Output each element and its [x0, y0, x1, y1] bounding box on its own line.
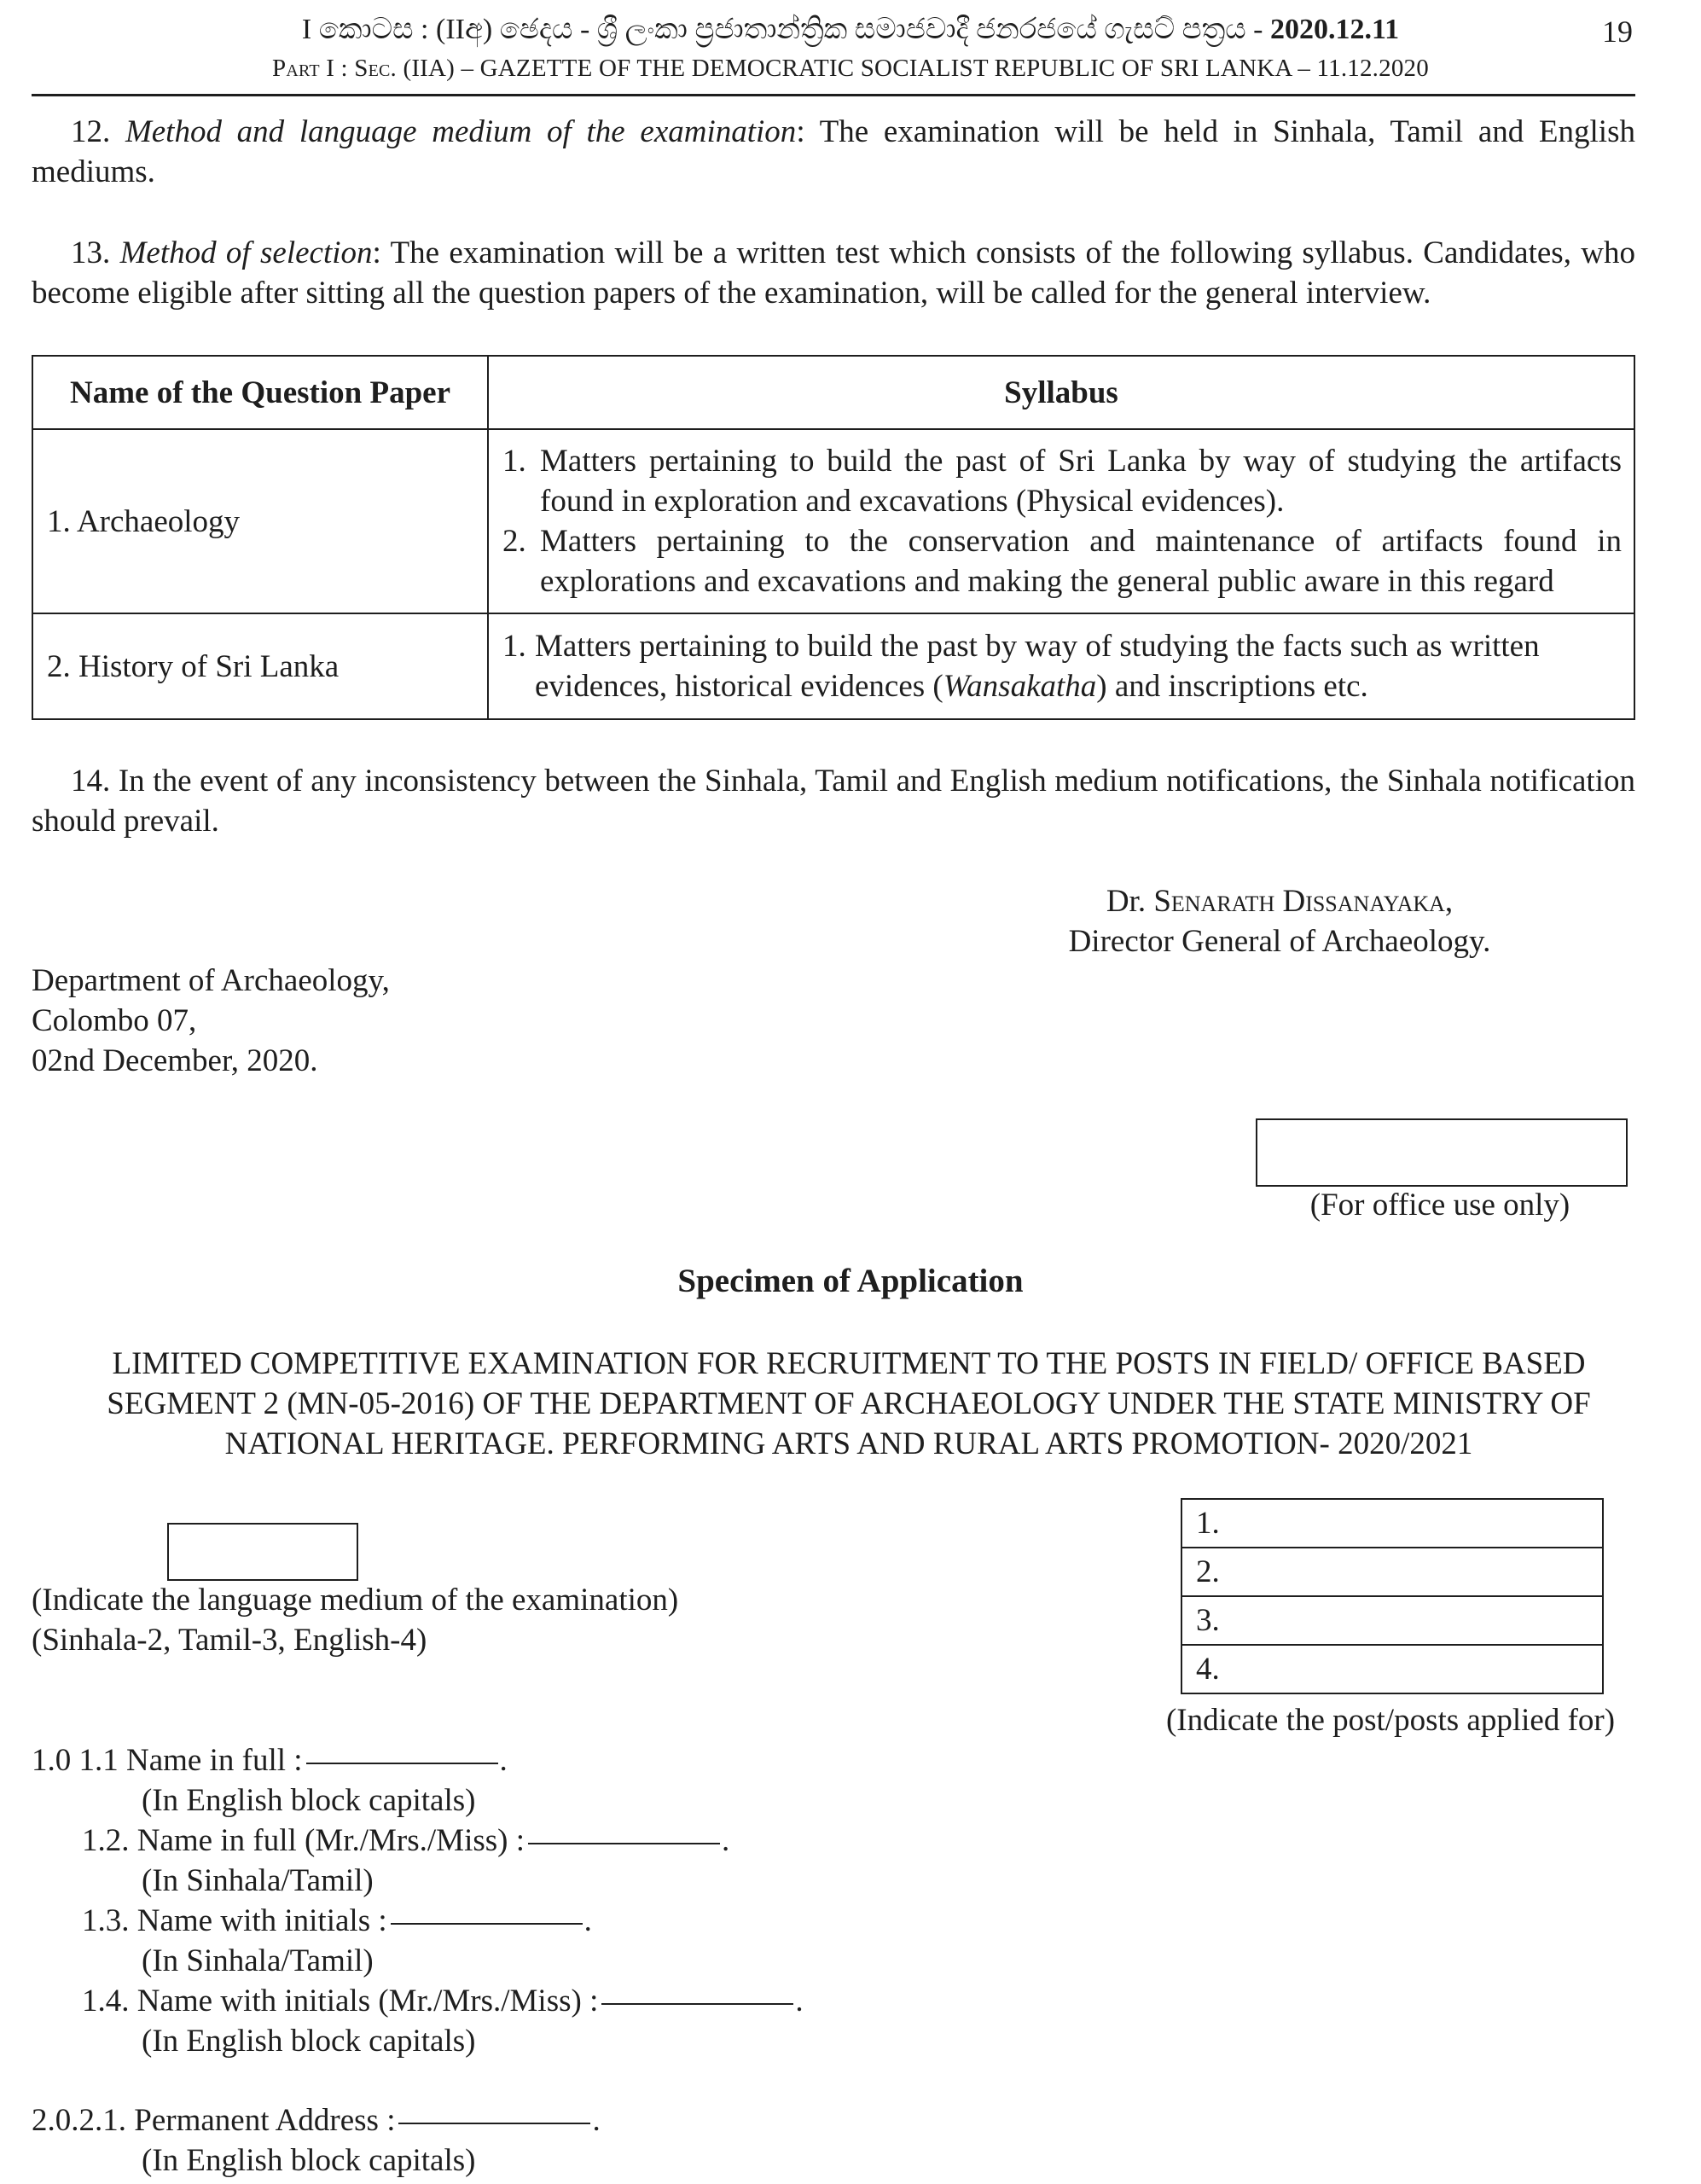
field-period: .	[722, 1823, 730, 1858]
field-input-line[interactable]	[601, 2003, 793, 2005]
header-sinhala-date: 2020.12.11	[1269, 14, 1400, 45]
language-medium-options: (Sinhala-2, Tamil-3, English-4)	[32, 1623, 427, 1658]
header-sep: :	[334, 55, 355, 82]
syllabus-item-number: 1.	[502, 444, 526, 479]
syllabus-item	[502, 626, 1622, 706]
header-rest: (IIA) – GAZETTE OF THE DEMOCRATIC SOCIALIST REPUBLIC OF SRI LANKA – 11.12.2020	[397, 55, 1429, 82]
syllabus-item-number: 2.	[502, 524, 526, 559]
field-period: .	[592, 2103, 601, 2138]
syllabus-item-text-pre: Matters pertaining to build the past by way of studying the facts such as written evidences, historical evidences (	[535, 629, 1540, 704]
specimen-title: Specimen of Application	[677, 1263, 1024, 1299]
language-medium-label: (Indicate the language medium of the examination)	[32, 1583, 679, 1618]
syllabus-item-number: 1.	[502, 629, 526, 664]
field-period: .	[795, 1984, 804, 2018]
gazette-header-english	[0, 53, 1701, 84]
table-row	[32, 429, 1634, 613]
section-14	[32, 761, 1635, 841]
syllabus-item	[502, 521, 1622, 601]
signature-name	[938, 881, 1621, 921]
field-input-line[interactable]	[398, 2123, 590, 2124]
section-12	[32, 112, 1635, 192]
table-row	[32, 613, 1634, 719]
field-name-in-full	[32, 1740, 508, 1780]
signature-title: Director General of Archaeology.	[1068, 924, 1491, 959]
field-input-line[interactable]	[306, 1763, 498, 1764]
field-number: 1.2.	[82, 1823, 130, 1858]
page-number: 19	[1602, 15, 1633, 49]
field-number: 1.0 1.1	[32, 1743, 119, 1778]
field-label: Permanent Address :	[134, 2103, 396, 2138]
field-period: .	[499, 1743, 508, 1778]
field-period: .	[583, 1903, 592, 1938]
section-14-text: 14. In the event of any inconsistency between the Sinhala, Tamil and English medium notifications, the Sinhala notification should prevail.	[32, 764, 1635, 839]
field-number: 1.3.	[82, 1903, 130, 1938]
syllabus-item-text: Matters pertaining to the conservation and maintenance of artifacts found in explorations and excavations and making the general public aware in this regard	[540, 524, 1622, 599]
field-note: (In English block capitals)	[142, 2024, 476, 2059]
field-input-line[interactable]	[391, 1923, 583, 1925]
field-note: (In Sinhala/Tamil)	[142, 1863, 374, 1898]
posts-label: (Indicate the post/posts applied for)	[1165, 1703, 1616, 1738]
section-12-text: : The examination will be held in Sinhala, Tamil and English mediums.	[32, 114, 1635, 189]
table-header-paper: Name of the Question Paper	[32, 356, 488, 429]
field-label: Name with initials :	[136, 1903, 387, 1938]
field-number: 2.0.2.1.	[32, 2103, 126, 2138]
signature-prefix: Dr.	[1106, 884, 1154, 919]
header-part: Part I	[272, 55, 335, 82]
section-13-heading: Method of selection	[119, 235, 373, 270]
section-13-number: 13.	[71, 235, 120, 270]
field-name-with-initials-title	[82, 1981, 804, 2021]
field-note: (In English block capitals)	[142, 2143, 476, 2178]
syllabus-item-text: Matters pertaining to build the past of Sri Lanka by way of studying the artifacts found in exploration and excavations (Physical evidences).	[540, 444, 1622, 519]
syllabus-item-text	[535, 626, 1622, 706]
syllabus-table	[32, 355, 1635, 720]
field-permanent-address	[32, 2100, 601, 2140]
office-use-box	[1256, 1118, 1628, 1187]
section-13-text: : The examination will be a written test which consists of the following syllabus. Candidates, who become eligible after sitting all the question papers of the examination, will be called for the general interview.	[32, 235, 1635, 311]
section-12-heading: Method and language medium of the examination	[125, 114, 797, 149]
field-note: (In Sinhala/Tamil)	[142, 1943, 374, 1978]
field-label: Name with initials (Mr./Mrs./Miss) :	[136, 1984, 599, 2018]
post-row-1[interactable]: 1.	[1181, 1498, 1604, 1548]
exam-title	[51, 1344, 1646, 1464]
address-line: 02nd December, 2020.	[32, 1043, 318, 1078]
exam-title-line: SEGMENT 2 (MN-05-2016) OF THE DEPARTMENT OF ARCHAEOLOGY UNDER THE STATE MINISTRY OF	[107, 1386, 1591, 1421]
syllabus-history	[488, 613, 1634, 719]
office-use-label: (For office use only)	[1309, 1188, 1570, 1223]
paper-name-archaeology: 1. Archaeology	[32, 429, 488, 613]
header-rule	[32, 94, 1635, 96]
header-sec: Sec.	[354, 55, 398, 82]
table-header-syllabus: Syllabus	[488, 356, 1634, 429]
syllabus-item	[502, 441, 1622, 521]
syllabus-item-text-post: ) and inscriptions etc.	[1096, 669, 1368, 704]
field-note: (In English block capitals)	[142, 1783, 476, 1818]
syllabus-archaeology	[488, 429, 1634, 613]
post-row-3[interactable]: 3.	[1181, 1597, 1604, 1646]
address-line: Colombo 07,	[32, 1003, 197, 1038]
field-number: 1.4.	[82, 1984, 130, 2018]
field-label: Name in full :	[126, 1743, 303, 1778]
header-sinhala-text: I කොටස : (IIඅ) ඡෙදය - ශ්‍රී ලංකා ප්‍රජාතාන්ත්‍රික සමාජවාදී ජනරජයේ ගැසට් පත්‍රය -	[301, 14, 1263, 45]
language-medium-text	[32, 1580, 678, 1660]
table-header-row	[32, 356, 1634, 429]
section-13	[32, 233, 1635, 313]
address-line: Department of Archaeology,	[32, 963, 390, 998]
syllabus-item-italic: Wansakatha	[943, 669, 1097, 704]
field-label: Name in full (Mr./Mrs./Miss) :	[136, 1823, 525, 1858]
paper-name-history: 2. History of Sri Lanka	[32, 613, 488, 719]
signature-person: Senarath Dissanayaka,	[1153, 884, 1454, 919]
address-block	[32, 961, 390, 1081]
exam-title-line: NATIONAL HERITAGE. PERFORMING ARTS AND RURAL ARTS PROMOTION- 2020/2021	[224, 1426, 1473, 1461]
section-12-number: 12.	[71, 114, 125, 149]
exam-title-line: LIMITED COMPETITIVE EXAMINATION FOR RECRUITMENT TO THE POSTS IN FIELD/ OFFICE BASED	[112, 1346, 1586, 1381]
posts-table	[1181, 1498, 1604, 1694]
field-input-line[interactable]	[528, 1843, 720, 1844]
post-row-4[interactable]: 4.	[1181, 1646, 1604, 1694]
language-medium-box[interactable]	[167, 1523, 358, 1581]
field-name-with-initials	[82, 1901, 592, 1941]
gazette-header-sinhala	[0, 12, 1701, 48]
field-name-in-full-title	[82, 1821, 729, 1861]
post-row-2[interactable]: 2.	[1181, 1548, 1604, 1597]
